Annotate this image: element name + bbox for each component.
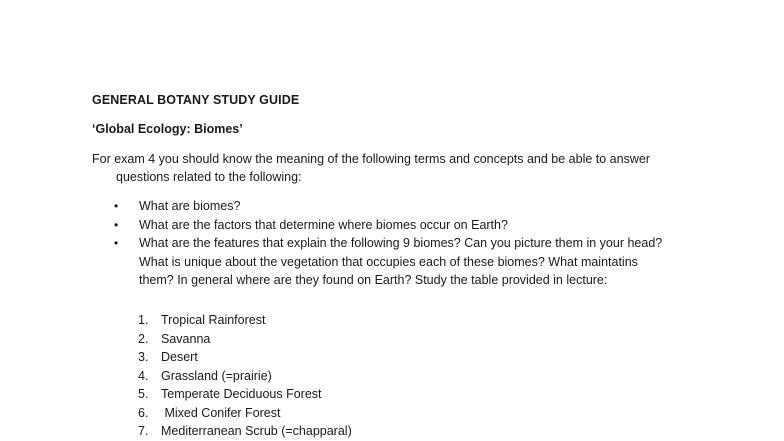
biome-number: 6. [138,405,149,420]
biome-label: Savanna [161,331,211,346]
bullet-text: What are biomes? [139,199,241,213]
biome-list-item [138,367,352,386]
biome-list-item [138,348,352,367]
bullet-icon: • [114,199,119,213]
biome-list-item [138,422,352,441]
biome-number: 5. [138,387,149,401]
biome-label: Mediterranean Scrub (=chapparal) [161,424,352,438]
bullet-icon: • [114,217,119,232]
bullet-icon: • [114,236,119,250]
biome-list-item [138,330,352,349]
biome-label: Mixed Conifer Forest [161,405,281,420]
bullet-item [114,216,734,235]
intro-line: For exam 4 you should know the meaning of the following terms and concepts and be able to answer [92,152,650,166]
biome-list-item [138,404,352,423]
biome-number: 3. [138,350,149,364]
bullet-item [114,234,734,290]
biome-list [138,311,352,441]
biome-number: 2. [138,331,149,346]
bullet-text: What are the features that explain the following 9 biomes? Can you picture them in your head? [139,236,663,250]
biome-label: Temperate Deciduous Forest [161,387,322,401]
biome-label: Desert [161,350,198,364]
biome-list-item [138,385,352,404]
biome-label: Tropical Rainforest [161,313,266,327]
question-bullet-list [114,197,734,290]
intro-paragraph [92,150,692,186]
bullet-item [114,197,734,216]
biome-number: 4. [138,368,149,383]
intro-line: questions related to the following: [116,170,302,184]
biome-list-item [138,311,352,330]
biome-number: 7. [138,424,149,438]
doc-title: GENERAL BOTANY STUDY GUIDE [92,93,300,107]
bullet-text: What are the factors that determine where biomes occur on Earth? [139,217,508,232]
biome-label: Grassland (=prairie) [161,368,272,383]
biome-number: 1. [138,313,149,327]
bullet-text: them? In general where are they found on Earth? Study the table provided in lecture: [139,273,608,287]
bullet-text: What is unique about the vegetation that occupies each of these biomes? What maintatins [139,254,638,269]
doc-subtitle: ‘Global Ecology: Biomes’ [92,122,243,136]
